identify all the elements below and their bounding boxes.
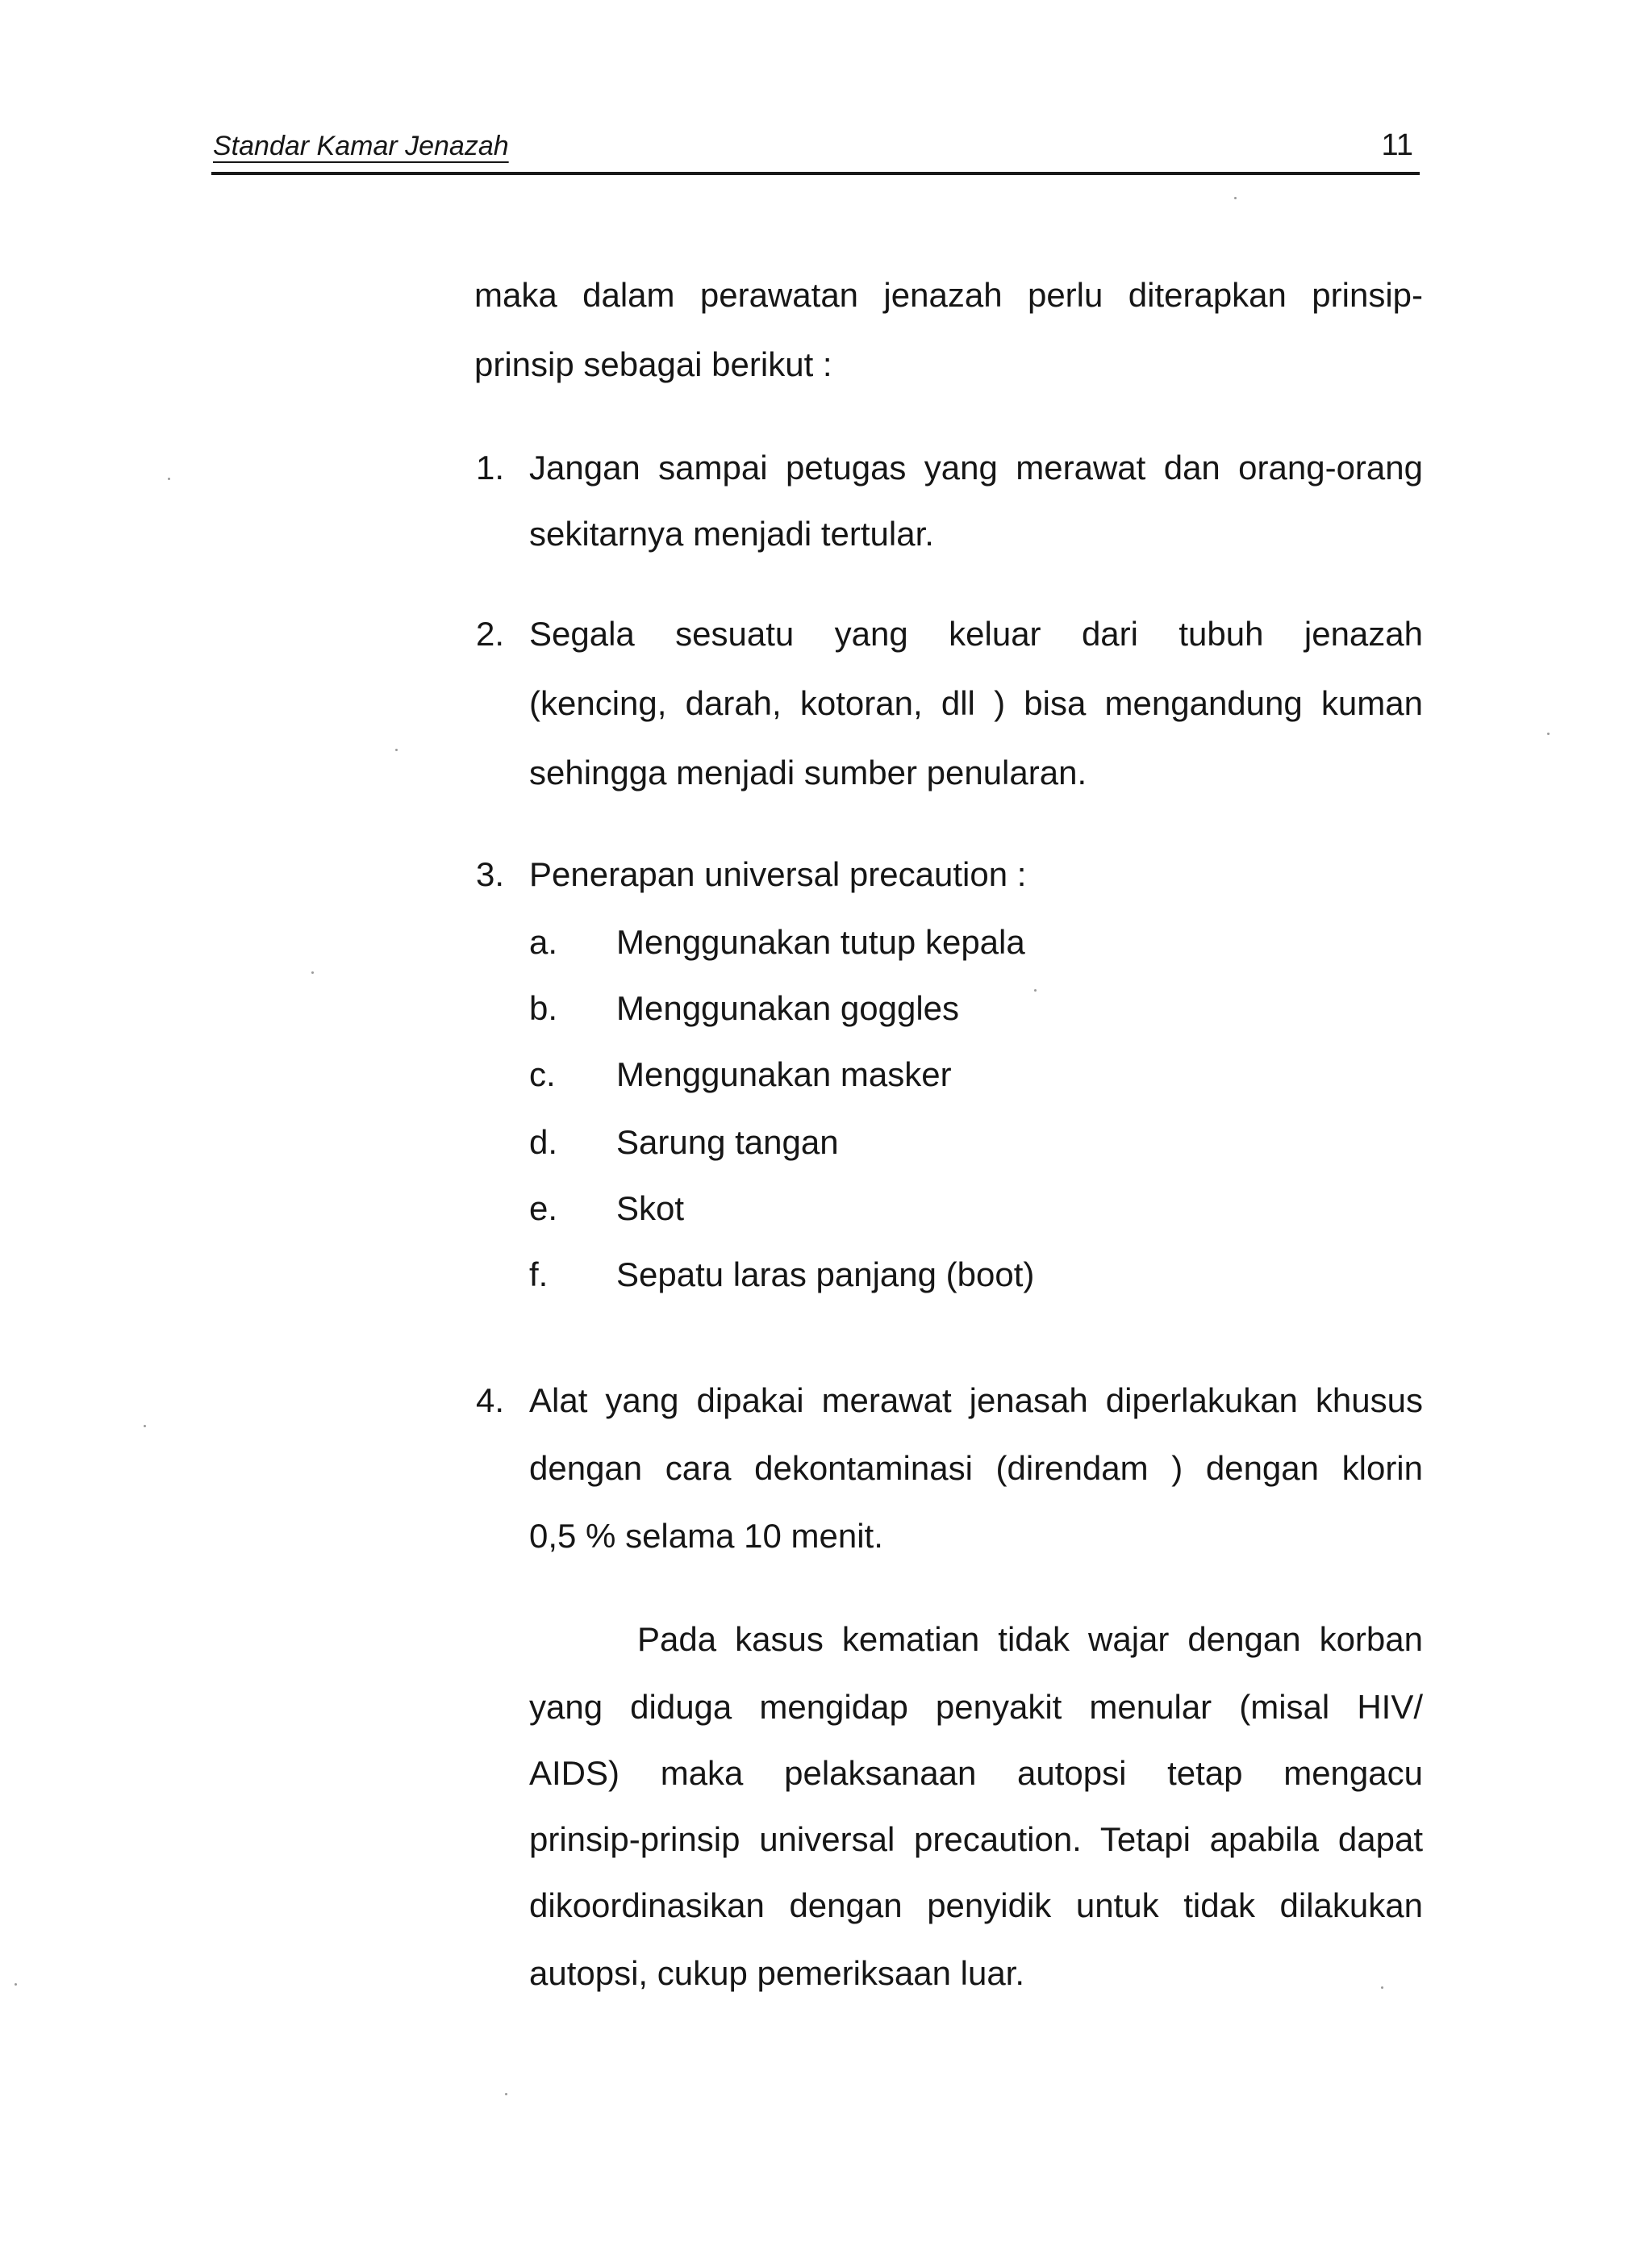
item-2-line-3: sehingga menjadi sumber penularan. [529, 754, 1087, 791]
subitem-text-d: Sarung tangan [616, 1123, 839, 1161]
subitem-letter-b: b. [529, 989, 558, 1027]
subitem-letter-f: f. [529, 1255, 549, 1293]
list-number-1: 1. [476, 449, 505, 487]
closing-line-5: dikoordinasikan dengan penyidik untuk tidak dilakukan [529, 1886, 1423, 1924]
closing-line-2: yang diduga mengidap penyakit menular (misal HIV/ [529, 1688, 1423, 1726]
intro-line-1: maka dalam perawatan jenazah perlu diterapkan prinsip- [474, 276, 1423, 314]
item-3-line-1: Penerapan universal precaution : [529, 855, 1027, 893]
item-2-line-1: Segala sesuatu yang keluar dari tubuh jenazah [529, 615, 1423, 653]
intro-line-2: prinsip sebagai berikut : [474, 345, 832, 383]
list-number-2: 2. [476, 615, 505, 653]
closing-line-4: prinsip-prinsip universal precaution. Tetapi apabila dapat [529, 1820, 1423, 1858]
scan-speck [1547, 733, 1550, 735]
scan-speck [505, 2093, 507, 2095]
item-4-line-1: Alat yang dipakai merawat jenasah diperlakukan khusus [529, 1381, 1423, 1419]
item-1-line-2: sekitarnya menjadi tertular. [529, 515, 934, 553]
header-title: Standar Kamar Jenazah [213, 131, 509, 161]
scan-speck [168, 478, 170, 480]
list-number-4: 4. [476, 1381, 505, 1419]
subitem-letter-a: a. [529, 923, 558, 961]
subitem-text-a: Menggunakan tutup kepala [616, 923, 1025, 961]
list-number-3: 3. [476, 855, 505, 893]
item-2-line-2: (kencing, darah, kotoran, dll ) bisa mengandung kuman [529, 684, 1423, 722]
closing-line-3: AIDS) maka pelaksanaan autopsi tetap mengacu [529, 1754, 1423, 1792]
subitem-letter-d: d. [529, 1123, 558, 1161]
subitem-text-b: Menggunakan goggles [616, 989, 960, 1027]
subitem-text-c: Menggunakan masker [616, 1055, 952, 1093]
page-number: 11 [1381, 128, 1413, 162]
closing-line-6: autopsi, cukup pemeriksaan luar. [529, 1954, 1025, 1992]
scan-speck [1234, 197, 1237, 199]
item-1-line-1: Jangan sampai petugas yang merawat dan orang-orang [529, 449, 1423, 487]
subitem-text-e: Skot [616, 1189, 685, 1227]
item-4-line-3: 0,5 % selama 10 menit. [529, 1517, 883, 1555]
subitem-text-f: Sepatu laras panjang (boot) [616, 1255, 1035, 1293]
item-4-line-2: dengan cara dekontaminasi (direndam ) dengan klorin [529, 1449, 1423, 1487]
closing-line-1: Pada kasus kematian tidak wajar dengan korban [637, 1620, 1423, 1658]
scan-speck [1034, 989, 1037, 992]
scan-speck [15, 1983, 17, 1986]
scan-speck [311, 971, 314, 974]
scan-speck [144, 1425, 146, 1427]
scan-speck [1381, 1986, 1383, 1989]
running-header [211, 125, 1420, 175]
subitem-letter-c: c. [529, 1055, 556, 1093]
scan-speck [395, 749, 398, 751]
subitem-letter-e: e. [529, 1189, 558, 1227]
